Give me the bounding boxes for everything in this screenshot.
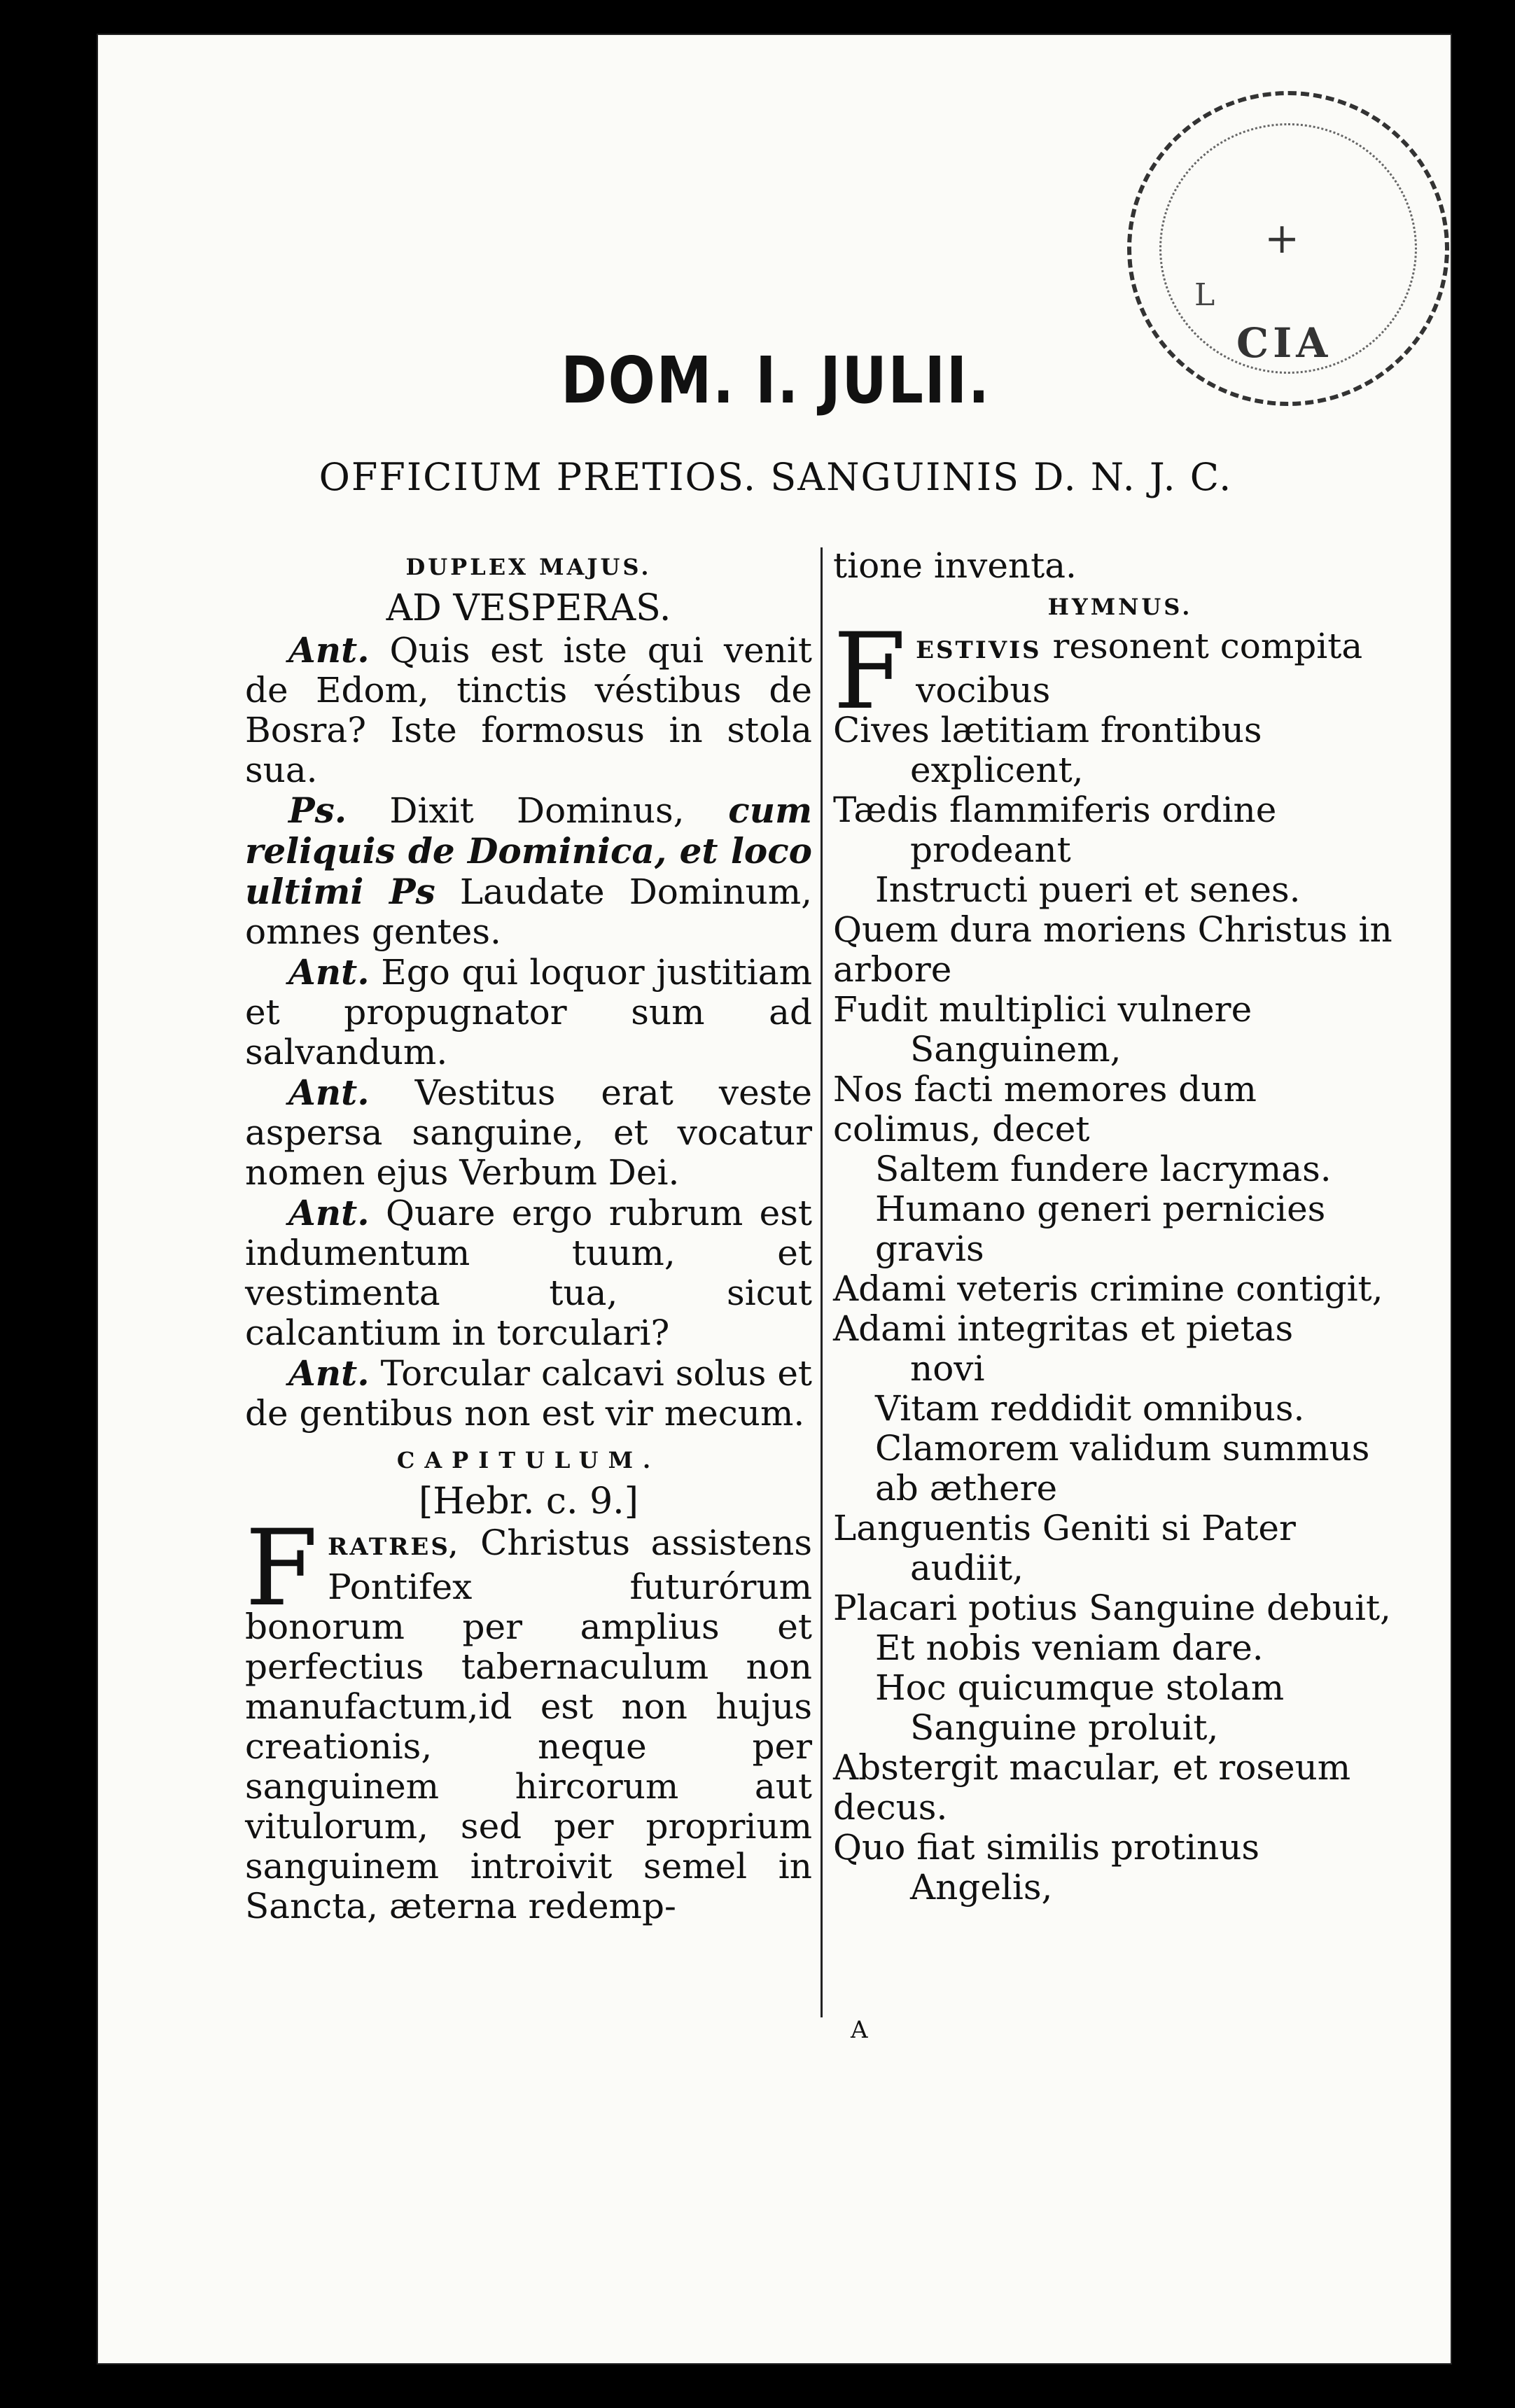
antiphon-4: [245, 1193, 812, 1353]
right-column: [833, 546, 1407, 1907]
hymn-first-word: ESTIVIS: [916, 636, 1042, 664]
psalm-label: Ps.: [288, 790, 347, 831]
capitulum-first-word: RATRES,: [328, 1533, 460, 1561]
antiphon-1: [245, 630, 812, 790]
psalm-rubric: [245, 790, 812, 952]
hymn-line: prodeant: [910, 830, 1071, 870]
drop-cap: F: [245, 1508, 319, 1630]
stamp-letter: L: [1194, 277, 1215, 313]
hymn-line: Cives lætitiam frontibus: [833, 710, 1262, 750]
column-divider: [821, 547, 823, 2017]
hymn-line: Clamorem validum summus ab æthere: [875, 1428, 1370, 1508]
hymn-line: audiit,: [910, 1548, 1024, 1588]
hymn-line: Abstergit macular, et roseum decus.: [833, 1747, 1351, 1828]
hymn-line: Sanguinem,: [910, 1029, 1122, 1070]
page-subtitle: OFFICIUM PRETIOS. SANGUINIS D. N. J. C.: [319, 455, 1233, 499]
rank-heading: DUPLEX MAJUS.: [405, 554, 652, 580]
scanned-page: [97, 34, 1452, 2365]
hymn-line: Languentis Geniti si Pater: [833, 1508, 1296, 1548]
capitulum-heading: CAPITULUM.: [396, 1447, 661, 1474]
hymn-line: Sanguine proluit,: [910, 1707, 1219, 1748]
hymn-drop-cap: F: [833, 611, 907, 733]
hymn-line: Instructi pueri et senes.: [875, 869, 1301, 910]
antiphon-text: Quare ergo rubrum est indumentum tuum, et vestimenta tua, sicut calcantium in torculari?: [245, 1193, 812, 1353]
hymn-heading: HYMNUS.: [1047, 594, 1193, 620]
psalm-text: Dixit Dominus,: [347, 790, 685, 831]
hymn-line: Adami veteris crimine contigit,: [833, 1268, 1383, 1309]
stamp-cross-mark: +: [1264, 214, 1300, 263]
antiphon-text: Quis est iste qui venit de Edom, tinctis véstibus de Bosra? Iste formosus in stola sua.: [245, 630, 812, 790]
antiphon-text: Torcular calcavi solus et de gentibus non est vir mecum.: [245, 1353, 812, 1434]
psalm-text-2: Laudate Dominum, omnes gentes.: [245, 872, 812, 952]
hymn-line: Tædis flammiferis ordine: [833, 790, 1277, 830]
page-title: DOM. I. JULII.: [561, 343, 991, 418]
hymn-lines: [833, 710, 1407, 1907]
hymn-line: Quo fiat similis protinus: [833, 1827, 1260, 1868]
psalm-rubric-italic: cum reliquis de Dominica, et loco ultimi: [245, 790, 812, 912]
antiphon-text: Vestitus erat veste aspersa sanguine, et vocatur nomen ejus Verbum Dei.: [245, 1072, 812, 1193]
hymn-line: novi: [910, 1348, 985, 1389]
continuation-line: tione inventa.: [833, 545, 1077, 586]
hymn-line: explicent,: [910, 750, 1084, 790]
left-column: [245, 546, 812, 1926]
signature-mark: A: [851, 2016, 868, 2044]
hymn-first-rest: resonent compita vocibus: [916, 626, 1363, 710]
antiphon-label: Ant.: [288, 1352, 370, 1394]
hymn-line: Saltem fundere lacrymas.: [875, 1149, 1332, 1189]
psalm-label-inline: Ps: [363, 871, 435, 912]
hymn-line: Hoc quicumque stolam: [875, 1667, 1285, 1708]
antiphon-5: [245, 1353, 812, 1434]
hymn-line: Angelis,: [910, 1867, 1053, 1907]
office-heading: AD VESPERAS.: [386, 587, 671, 629]
hymn-line: Placari potius Sanguine debuit,: [833, 1588, 1391, 1628]
hymn-line: Adami integritas et pietas: [833, 1308, 1294, 1349]
antiphon-label: Ant.: [288, 1192, 370, 1233]
hymn-line: Humano generi pernicies gravis: [875, 1189, 1326, 1269]
scripture-reference: [Hebr. c. 9.]: [419, 1480, 638, 1522]
hymn-line: Fudit multiplici vulnere: [833, 989, 1252, 1030]
antiphon-text: Ego qui loquor justitiam et propugnator sum ad salvandum.: [245, 952, 812, 1072]
antiphon-label: Ant.: [288, 1072, 370, 1113]
capitulum-body: Christus assistens Pontifex futurórum bonorum per amplius et perfectius tabernaculum non manufactum,id est non hujus creationis, neque per sanguinem hircorum aut vitulorum, sed per proprium sanguinem introivit semel in Sancta, æterna redemp-: [245, 1522, 812, 1926]
stamp-code: CIA: [1236, 319, 1332, 367]
antiphon-3: [245, 1072, 812, 1193]
hymn-line: Vitam reddidit omnibus.: [875, 1388, 1305, 1429]
hymn-line: Quem dura moriens Christus in arbore: [833, 909, 1392, 990]
antiphon-label: Ant.: [288, 629, 370, 671]
capitulum-text: [245, 1508, 812, 1926]
hymn-line: Et nobis veniam dare.: [875, 1628, 1264, 1668]
antiphon-2: [245, 952, 812, 1072]
hymn-line: Nos facti memores dum colimus, decet: [833, 1069, 1257, 1149]
antiphon-label: Ant.: [288, 951, 370, 993]
